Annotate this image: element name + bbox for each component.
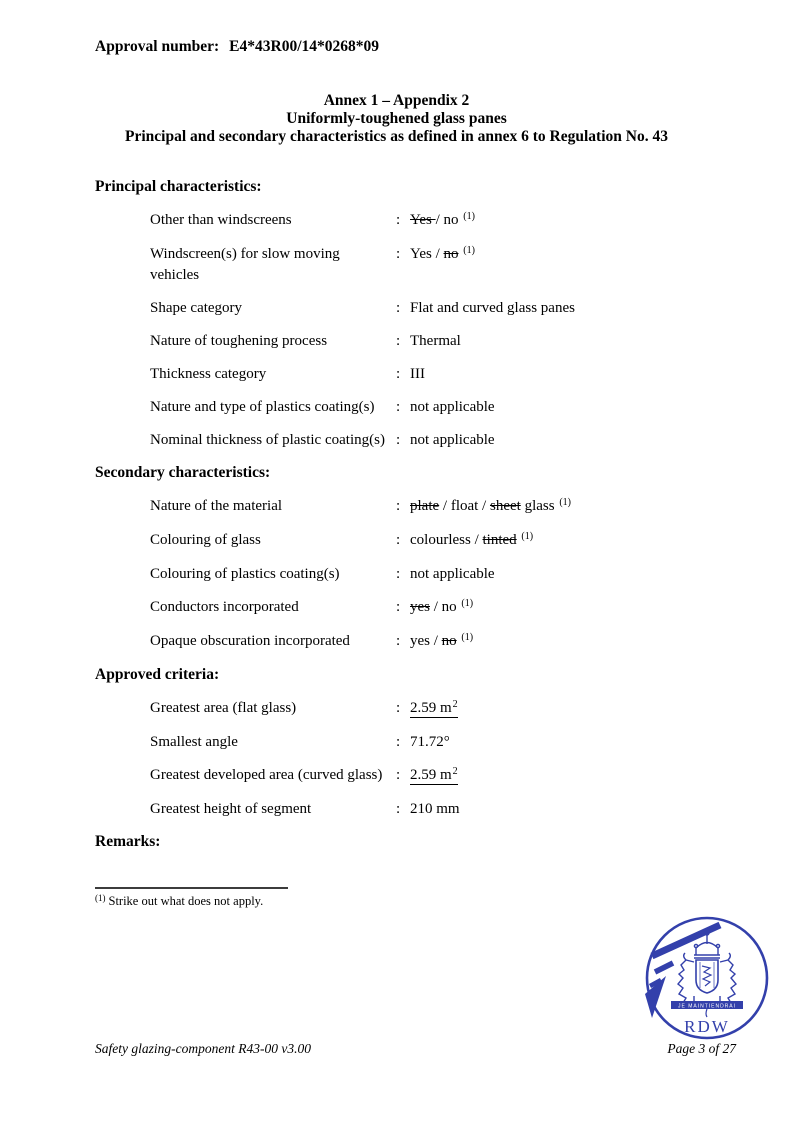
- document-title: [0, 92, 793, 146]
- document-version: Safety glazing-component R43-00 v3.00: [95, 1041, 311, 1056]
- characteristic-value: [396, 799, 460, 820]
- value-segment: not applicable: [410, 399, 495, 415]
- footnote-text: Strike out what does not apply.: [108, 894, 264, 908]
- value-segment: colourless /: [410, 532, 483, 548]
- characteristic-label: [150, 397, 396, 418]
- characteristic-row: [150, 564, 793, 585]
- value-segment: yes: [410, 599, 430, 615]
- label-line: Greatest area (flat glass): [150, 700, 297, 716]
- colon-separator: :: [396, 399, 401, 415]
- label-line: Colouring of glass: [150, 532, 261, 548]
- shield-icon: [696, 960, 718, 993]
- characteristic-value: [396, 597, 473, 619]
- characteristic-label: [150, 765, 396, 786]
- characteristic-label: [150, 799, 396, 820]
- characteristic-value: [396, 210, 475, 232]
- title-line-subject: Uniformly-toughened glass panes: [286, 110, 507, 127]
- page-footer: [95, 1041, 736, 1057]
- value-segment: [457, 633, 461, 649]
- characteristic-label: [150, 331, 396, 352]
- characteristic-label: [150, 496, 396, 517]
- value-segment: not applicable: [410, 432, 495, 448]
- characteristics-section: [0, 463, 793, 653]
- colon-separator: :: [396, 801, 401, 817]
- characteristic-label: [150, 244, 396, 286]
- value-segment: not applicable: [410, 566, 495, 582]
- value-segment: no: [441, 633, 457, 649]
- title-line-annex: Annex 1 – Appendix 2: [323, 92, 470, 109]
- value-segment: 210 mm: [410, 801, 460, 817]
- characteristic-row: [150, 765, 793, 787]
- value-segment: [459, 246, 463, 262]
- characteristic-value: [396, 298, 575, 319]
- characteristic-row: [150, 364, 793, 385]
- approval-number-value: E4*43R00/14*0268*09: [229, 38, 380, 55]
- characteristic-value: [396, 430, 495, 451]
- section-rows: [150, 210, 793, 451]
- footnote-marker: (1): [95, 893, 106, 903]
- characteristic-label: [150, 530, 396, 551]
- characteristic-label: [150, 210, 396, 231]
- characteristic-value: [396, 631, 473, 653]
- characteristic-value: [396, 331, 461, 352]
- value-segment: plate: [410, 498, 440, 514]
- characteristic-row: [150, 597, 793, 619]
- approval-number-line: [0, 0, 793, 56]
- colon-separator: :: [396, 532, 401, 548]
- value-segment: III: [410, 366, 425, 382]
- value-segment: 2.59 m: [410, 767, 452, 783]
- characteristic-value: [396, 244, 475, 266]
- section-heading: Secondary characteristics:: [95, 464, 271, 481]
- value-segment: [410, 767, 458, 785]
- value-segment: 71.72°: [410, 734, 450, 750]
- section-heading: Principal characteristics:: [95, 178, 262, 195]
- characteristic-label: [150, 698, 396, 719]
- label-line: Other than windscreens: [150, 212, 292, 228]
- characteristic-row: [150, 530, 793, 552]
- sections: [0, 177, 793, 820]
- value-segment: glass: [520, 498, 559, 514]
- label-line: Nature of toughening process: [150, 333, 328, 349]
- lion-left-icon: [678, 953, 694, 1003]
- characteristic-value: [396, 564, 495, 585]
- characteristic-label: [150, 364, 396, 385]
- characteristic-value: [396, 765, 458, 787]
- footnote-ref: 2: [452, 699, 458, 710]
- rdw-stamp-graphic: [636, 914, 778, 1046]
- label-line: Nature and type of plastics coating(s): [150, 399, 375, 415]
- value-segment: [517, 532, 521, 548]
- footnote-ref: (1): [463, 245, 475, 256]
- footnote: [95, 894, 793, 909]
- colon-separator: :: [396, 246, 401, 262]
- characteristic-label: [150, 430, 396, 451]
- value-segment: no: [443, 246, 459, 262]
- value-segment: Flat and curved glass panes: [410, 300, 575, 316]
- label-line: Smallest angle: [150, 734, 238, 750]
- characteristic-row: [150, 298, 793, 319]
- characteristics-section: [0, 177, 793, 451]
- footnote-ref: (1): [521, 531, 534, 542]
- section-rows: [150, 496, 793, 653]
- motto-banner: [671, 1001, 743, 1017]
- colon-separator: :: [396, 700, 401, 716]
- colon-separator: :: [396, 212, 401, 228]
- colon-separator: :: [396, 333, 401, 349]
- section-heading: Approved criteria:: [95, 666, 220, 683]
- value-segment: Yes: [410, 212, 436, 228]
- label-line: Conductors incorporated: [150, 599, 299, 615]
- characteristic-row: [150, 210, 793, 232]
- characteristic-row: [150, 430, 793, 451]
- characteristic-value: [396, 732, 450, 753]
- section-rows: [150, 698, 793, 820]
- value-segment: [410, 700, 458, 718]
- value-segment: sheet: [489, 498, 521, 514]
- footnote-ref: (1): [559, 497, 571, 508]
- colon-separator: :: [396, 366, 401, 382]
- value-segment: Yes /: [410, 246, 444, 262]
- label-line: Colouring of plastics coating(s): [150, 566, 340, 582]
- characteristic-row: [150, 397, 793, 418]
- characteristic-row: [150, 698, 793, 720]
- characteristic-row: [150, 244, 793, 286]
- characteristic-label: [150, 631, 396, 652]
- colon-separator: :: [396, 767, 401, 783]
- colon-separator: :: [396, 498, 401, 514]
- value-segment: 2.59 m: [410, 700, 452, 716]
- label-line: Greatest height of segment: [150, 801, 312, 817]
- approval-number-label: Approval number:: [95, 38, 220, 55]
- stamp-motto: JE MAINTIENDRAI: [677, 1003, 737, 1010]
- value-segment: / no: [430, 599, 461, 615]
- label-line: Nominal thickness of plastic coating(s): [150, 432, 385, 448]
- page-number: Page 3 of 27: [667, 1041, 736, 1056]
- value-segment: tinted: [482, 532, 517, 548]
- footnote-ref: (1): [463, 211, 475, 222]
- characteristic-row: [150, 496, 793, 518]
- characteristic-value: [396, 364, 425, 385]
- label-line: Thickness category: [150, 366, 267, 382]
- characteristic-row: [150, 631, 793, 653]
- value-segment: yes /: [410, 633, 442, 649]
- characteristic-row: [150, 331, 793, 352]
- characteristic-label: [150, 597, 396, 618]
- characteristic-value: [396, 496, 571, 518]
- characteristic-value: [396, 397, 495, 418]
- value-segment: Thermal: [410, 333, 461, 349]
- characteristics-section: [0, 665, 793, 820]
- lion-right-icon: [720, 953, 736, 1003]
- footnote-block: [95, 887, 793, 909]
- title-line-regulation: Principal and secondary characteristics as defined in annex 6 to Regulation No. 43: [125, 128, 668, 145]
- characteristic-value: [396, 530, 533, 552]
- label-line: Opaque obscuration incorporated: [150, 633, 350, 649]
- colon-separator: :: [396, 734, 401, 750]
- stamp-org: RDW: [684, 1017, 730, 1036]
- characteristic-row: [150, 732, 793, 753]
- label-line: Nature of the material: [150, 498, 283, 514]
- value-segment: / float /: [439, 498, 490, 514]
- footnote-ref: (1): [461, 632, 474, 643]
- colon-separator: :: [396, 566, 401, 582]
- label-line: vehicles: [150, 267, 200, 283]
- remarks-heading: Remarks:: [95, 833, 161, 850]
- footnote-rule: [95, 887, 288, 889]
- colon-separator: :: [396, 432, 401, 448]
- footnote-ref: 2: [452, 766, 458, 777]
- label-line: Shape category: [150, 300, 243, 316]
- characteristic-label: [150, 564, 396, 585]
- label-line: Windscreen(s) for slow moving: [150, 246, 340, 262]
- characteristic-label: [150, 732, 396, 753]
- characteristic-row: [150, 799, 793, 820]
- colon-separator: :: [396, 633, 401, 649]
- characteristic-value: [396, 698, 458, 720]
- footnote-ref: (1): [461, 598, 474, 609]
- characteristic-label: [150, 298, 396, 319]
- colon-separator: :: [396, 300, 401, 316]
- label-line: Greatest developed area (curved glass): [150, 767, 383, 783]
- value-segment: / no: [435, 212, 463, 228]
- colon-separator: :: [396, 599, 401, 615]
- rdw-stamp: [636, 914, 778, 1046]
